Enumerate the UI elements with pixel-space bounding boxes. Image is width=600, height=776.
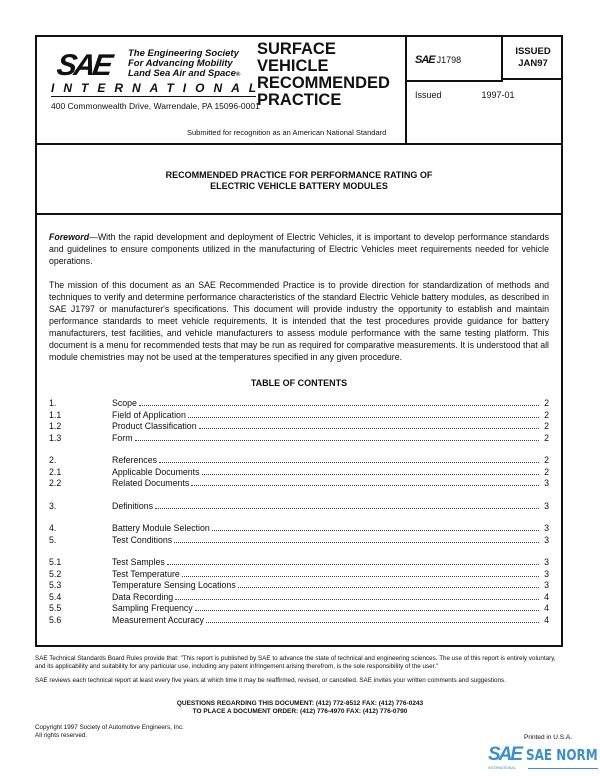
toc-entry[interactable]: 1. Scope 2 xyxy=(49,398,549,408)
copyright: Copyright 1997 Society of Automotive Engineers, Inc. All rights reserved. xyxy=(35,724,184,739)
sae-international-wordmark: INTERNATIONAL xyxy=(51,81,266,95)
dot-leader xyxy=(182,576,539,577)
toc-group xyxy=(49,501,549,513)
document-title: RECOMMENDED PRACTICE FOR PERFORMANCE RATING OF ELECTRIC VEHICLE BATTERY MODULES xyxy=(165,170,433,191)
sae-logo-mark: SAE xyxy=(54,49,113,82)
dot-leader xyxy=(191,485,539,486)
order-line: TO PLACE A DOCUMENT ORDER: (412) 776-4970 FAX: (412) 776-0790 xyxy=(192,708,408,715)
toc-entry[interactable]: 5.5 Sampling Frequency 4 xyxy=(49,603,549,613)
sae-norm-watermark xyxy=(488,744,600,772)
toc-entry[interactable]: 2. References 2 xyxy=(49,455,549,465)
toc-group xyxy=(49,557,549,626)
questions-line: QUESTIONS REGARDING THIS DOCUMENT: (412) 772-8512 FAX: (412) 776-0243 xyxy=(176,700,424,707)
issued-date: 1997-01 xyxy=(481,90,515,100)
toc-entry[interactable]: 5.4 Data Recording 4 xyxy=(49,591,549,602)
toc-entry[interactable]: 5. Test Conditions 3 xyxy=(49,534,549,545)
dot-leader xyxy=(175,599,539,600)
mission-paragraph: The mission of this document as an SAE Recommended Practice is to provide direction for standardization of methods and techniques to verify and determine performance characteristics of the standard Electric Vehicle battery modules, as described in SAE J1797 or manufacturer's specifications. This document will provide industry the opportunity to establish and maintain performance standards to meet vehicle requirements. It is intended that the test procedures provide guidance for battery manufacturers, test facilities, and vehicle manufacturers to assess module performance with the same testing platform. This document is a menu for recommended tests that may be run as required for comparative measurements. It is understood that all module chemistries may not be used at the temperatures specified in any given procedure. xyxy=(49,280,549,362)
dot-leader xyxy=(135,440,539,441)
document-header xyxy=(37,37,561,145)
toc-entry[interactable]: 1.3 Form 2 xyxy=(49,432,549,443)
sae-small-logo: SAE xyxy=(415,54,435,66)
toc-group xyxy=(49,455,549,490)
toc-group xyxy=(49,523,549,546)
document-frame xyxy=(35,35,563,647)
dot-leader xyxy=(159,462,539,463)
toc-entry[interactable]: 5.2 Test Temperature 3 xyxy=(49,568,549,579)
dot-leader xyxy=(202,474,539,475)
toc-entry[interactable]: 2.1 Applicable Documents 2 xyxy=(49,466,549,477)
toc-entry[interactable]: 3. Definitions 3 xyxy=(49,500,549,511)
document-title-area xyxy=(37,143,561,215)
dot-leader xyxy=(212,530,539,531)
issued-date-row: Issued 1997-01 xyxy=(415,90,515,100)
toc-group xyxy=(49,398,549,444)
toc-entry[interactable]: 2.2 Related Documents 3 xyxy=(49,478,549,488)
dot-leader xyxy=(139,405,539,406)
toc-entry[interactable]: 1.2 Product Classification 2 xyxy=(49,421,549,431)
submitted-note: Submitted for recognition as an American National Standard xyxy=(187,128,387,137)
dot-leader xyxy=(167,564,539,565)
document-number: J1798 xyxy=(436,55,462,65)
toc-entry[interactable]: 5.6 Measurement Accuracy 4 xyxy=(49,614,549,625)
dot-leader xyxy=(206,622,539,623)
dot-leader xyxy=(155,508,539,509)
watermark-logo-icon: SAE xyxy=(488,744,522,765)
toc-entry[interactable]: 5.3 Temperature Sensing Locations 3 xyxy=(49,580,549,590)
foreword-paragraph: Foreword—With the rapid development and deployment of Electric Vehicles, it is important to develop performance standards and guidelines to ensure components utilized in the manufacturing of Electric Vehicles meet requirements needed for vehicle operations. xyxy=(49,232,549,266)
toc-entry[interactable]: 5.1 Test Samples 3 xyxy=(49,557,549,567)
dot-leader xyxy=(174,542,539,543)
review-notice: SAE reviews each technical report at least every five years at which time it may be reaffirmed, revised, or cancelled. SAE invites your written comments and suggestions. xyxy=(35,677,506,684)
dot-leader xyxy=(195,610,539,611)
sae-address: 400 Commonwealth Drive, Warrendale, PA 15096-0001 xyxy=(51,101,260,111)
document-body xyxy=(37,215,561,637)
fine-print xyxy=(35,655,565,691)
dot-leader xyxy=(238,587,539,588)
watermark-text: SAE NORM xyxy=(526,746,598,764)
watermark-divider xyxy=(528,768,598,769)
issued-status-cell: ISSUED JAN97 xyxy=(503,37,563,80)
sae-tagline: The Engineering Society For Advancing Mobility Land Sea Air and Space® xyxy=(128,48,241,79)
contact-info xyxy=(0,700,600,716)
toc-entry[interactable]: 1.1 Field of Application 2 xyxy=(49,409,549,420)
watermark-subtext: INTERNATIONAL xyxy=(488,766,516,770)
rules-notice: SAE Technical Standards Board Rules provide that: "This report is published by SAE to advance the state of technical and engineering sciences. The use of this report is entirely voluntary, and its applicability and suitability for any particular use, including any patent infringement arising therefrom, is the sole responsibility of the user." xyxy=(35,655,556,670)
toc-title: TABLE OF CONTENTS xyxy=(250,378,348,388)
document-number-cell xyxy=(407,37,503,82)
document-id-box xyxy=(405,37,563,143)
printed-note: Printed in U.S.A. xyxy=(524,734,573,741)
document-category-title: SURFACE VEHICLE RECOMMENDED PRACTICE xyxy=(257,40,390,109)
dot-leader xyxy=(199,428,539,429)
toc-entry[interactable]: 4. Battery Module Selection 3 xyxy=(49,523,549,533)
dot-leader xyxy=(188,417,539,418)
